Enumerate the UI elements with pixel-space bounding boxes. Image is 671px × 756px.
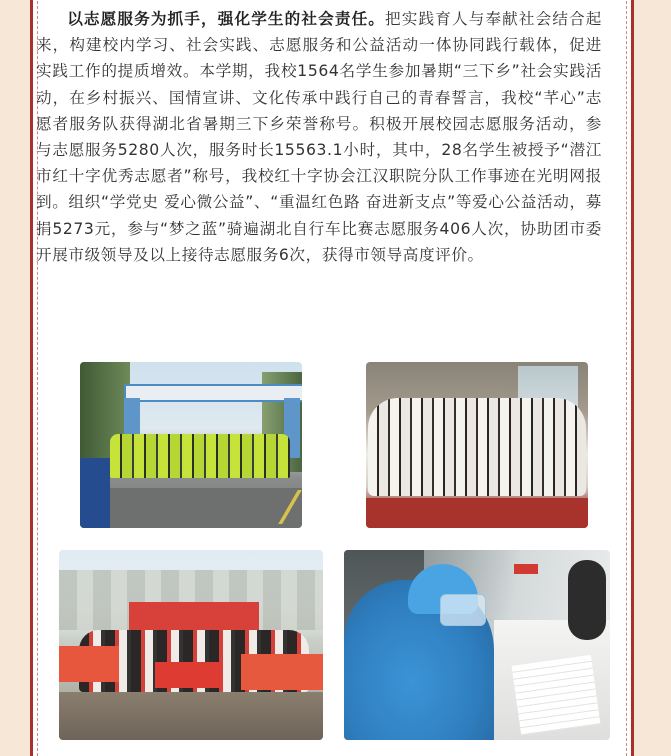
photo-marathon-volunteers: [80, 362, 302, 528]
photo-group-with-banners: [59, 550, 323, 740]
paragraph-lead: 以志愿服务为抓手，强化学生的社会责任。: [67, 10, 386, 28]
photo-student-group: [366, 362, 588, 528]
paragraph-body: 把实践育人与奉献社会结合起来，构建校内学习、社会实践、志愿服务和公益活动一体协同践行载体，促进实践工作的提质增效。本学期，我校1564名学生参加暑期“三下乡”社会实践活动，在乡村振兴、国情宣讲、文化传承中践行自己的青春誓言，我校“芊心”志愿者服务队获得湖北省暑期三下乡荣誉称号。积极开展校园志愿服务活动，参与志愿服务5280人次，服务时长15563.1小时，其中，28名学生被授予“潜江市红十字优秀志愿者”称号，我校红十字协会江汉职院分队工作事迹在光明网报到。组织“学党史 爱心微公益”、“重温红色路 奋进新支点”等爱心公益活动，募捐5273元，参与“梦之蓝”骑遍湖北自行车比赛志愿服务406人次，协助团市委开展市级领导及以上接待志愿服务6次，获得市领导高度评价。: [36, 10, 602, 264]
article-paragraph: [36, 6, 602, 268]
photo-medical-volunteer: [344, 550, 610, 740]
